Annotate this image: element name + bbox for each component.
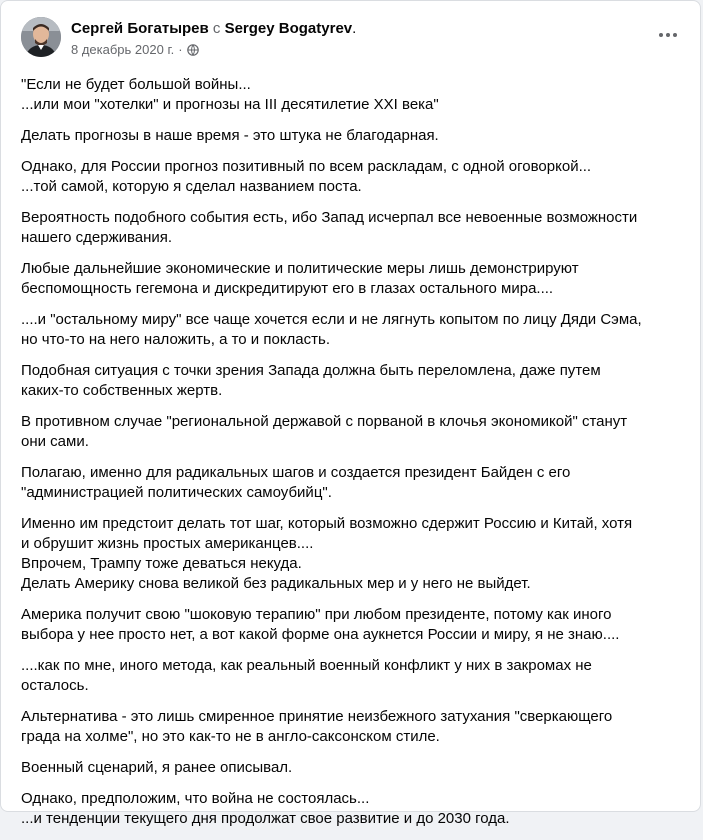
post-paragraph: Альтернатива - это лишь смиренное принятие неизбежного затухания "сверкающего града на холме", но это как-то не в англо-саксонском стиле. (21, 708, 613, 745)
post-paragraph: "Если не будет большой войны... ...или мои "хотелки" и прогнозы на III десятилетие XXI века" (21, 76, 439, 113)
avatar-image-icon (21, 17, 61, 57)
post-paragraph: Любые дальнейшие экономические и политические меры лишь демонстрируют беспомощность гегемона и дискредитируют его в глазах остального мира.... (21, 260, 579, 297)
post-paragraph: Вероятность подобного события есть, ибо Запад исчерпал все невоенные возможности нашего сдерживания. (21, 209, 638, 246)
post-paragraph: Военный сценарий, я ранее описывал. (21, 759, 293, 776)
post-paragraph: В противном случае "региональной державой с порваной в клочья экономикой" станут они сами. (21, 413, 628, 450)
author-name[interactable]: Сергей Богатырев (71, 20, 209, 37)
date-separator: · (178, 42, 183, 57)
tagged-suffix: . (352, 20, 357, 37)
post-header (21, 15, 684, 65)
post-paragraph: Подобная ситуация с точки зрения Запада должна быть переломлена, даже путем каких-то собственных жертв. (21, 362, 601, 399)
post-text (21, 75, 688, 840)
post-paragraph: Америка получит свою "шоковую терапию" при любом президенте, потому как иного выбора у нее просто нет, а вот какой форме она аукнется России и миру, я не знаю.... (21, 606, 620, 643)
post-paragraph: Именно им предстоит делать тот шаг, который возможно сдержит Россию и Китай, хотя и обрушит жизнь простых американцев.... Впрочем, Трампу тоже деваться некуда. Делать Америку снова великой без радикальных мер и у него не выйдет. (21, 515, 633, 592)
avatar[interactable] (21, 17, 61, 57)
post-paragraph: Полагаю, именно для радикальных шагов и создается президент Байден с его "администрацией политических самоубийц". (21, 464, 571, 501)
author-line (71, 19, 356, 39)
post-paragraph: Однако, для России прогноз позитивный по всем раскладам, с одной оговоркой... ...той самой, которую я сделал названием поста. (21, 158, 592, 195)
tagged-name[interactable]: Sergey Bogatyrev (224, 20, 353, 37)
post-date-line (71, 42, 356, 58)
post-meta (71, 15, 356, 58)
with-word: с (212, 20, 221, 37)
globe-icon[interactable] (187, 44, 199, 56)
post-paragraph: Однако, предположим, что война не состоялась... ...и тенденции текущего дня продолжат свое развитие и до 2030 года. (21, 790, 510, 827)
more-options-icon[interactable] (654, 25, 682, 45)
post-paragraph: Делать прогнозы в наше время - это штука не благодарная. (21, 127, 439, 144)
post-paragraph: ....как по мне, иного метода, как реальный военный конфликт у них в закромах не осталось. (21, 657, 592, 694)
post-paragraph: ....и "остальному миру" все чаще хочется если и не лягнуть копытом по лицу Дяди Сэма, но что-то на него наложить, а то и покласть. (21, 311, 642, 348)
post-date[interactable]: 8 декабрь 2020 г. (71, 42, 175, 57)
